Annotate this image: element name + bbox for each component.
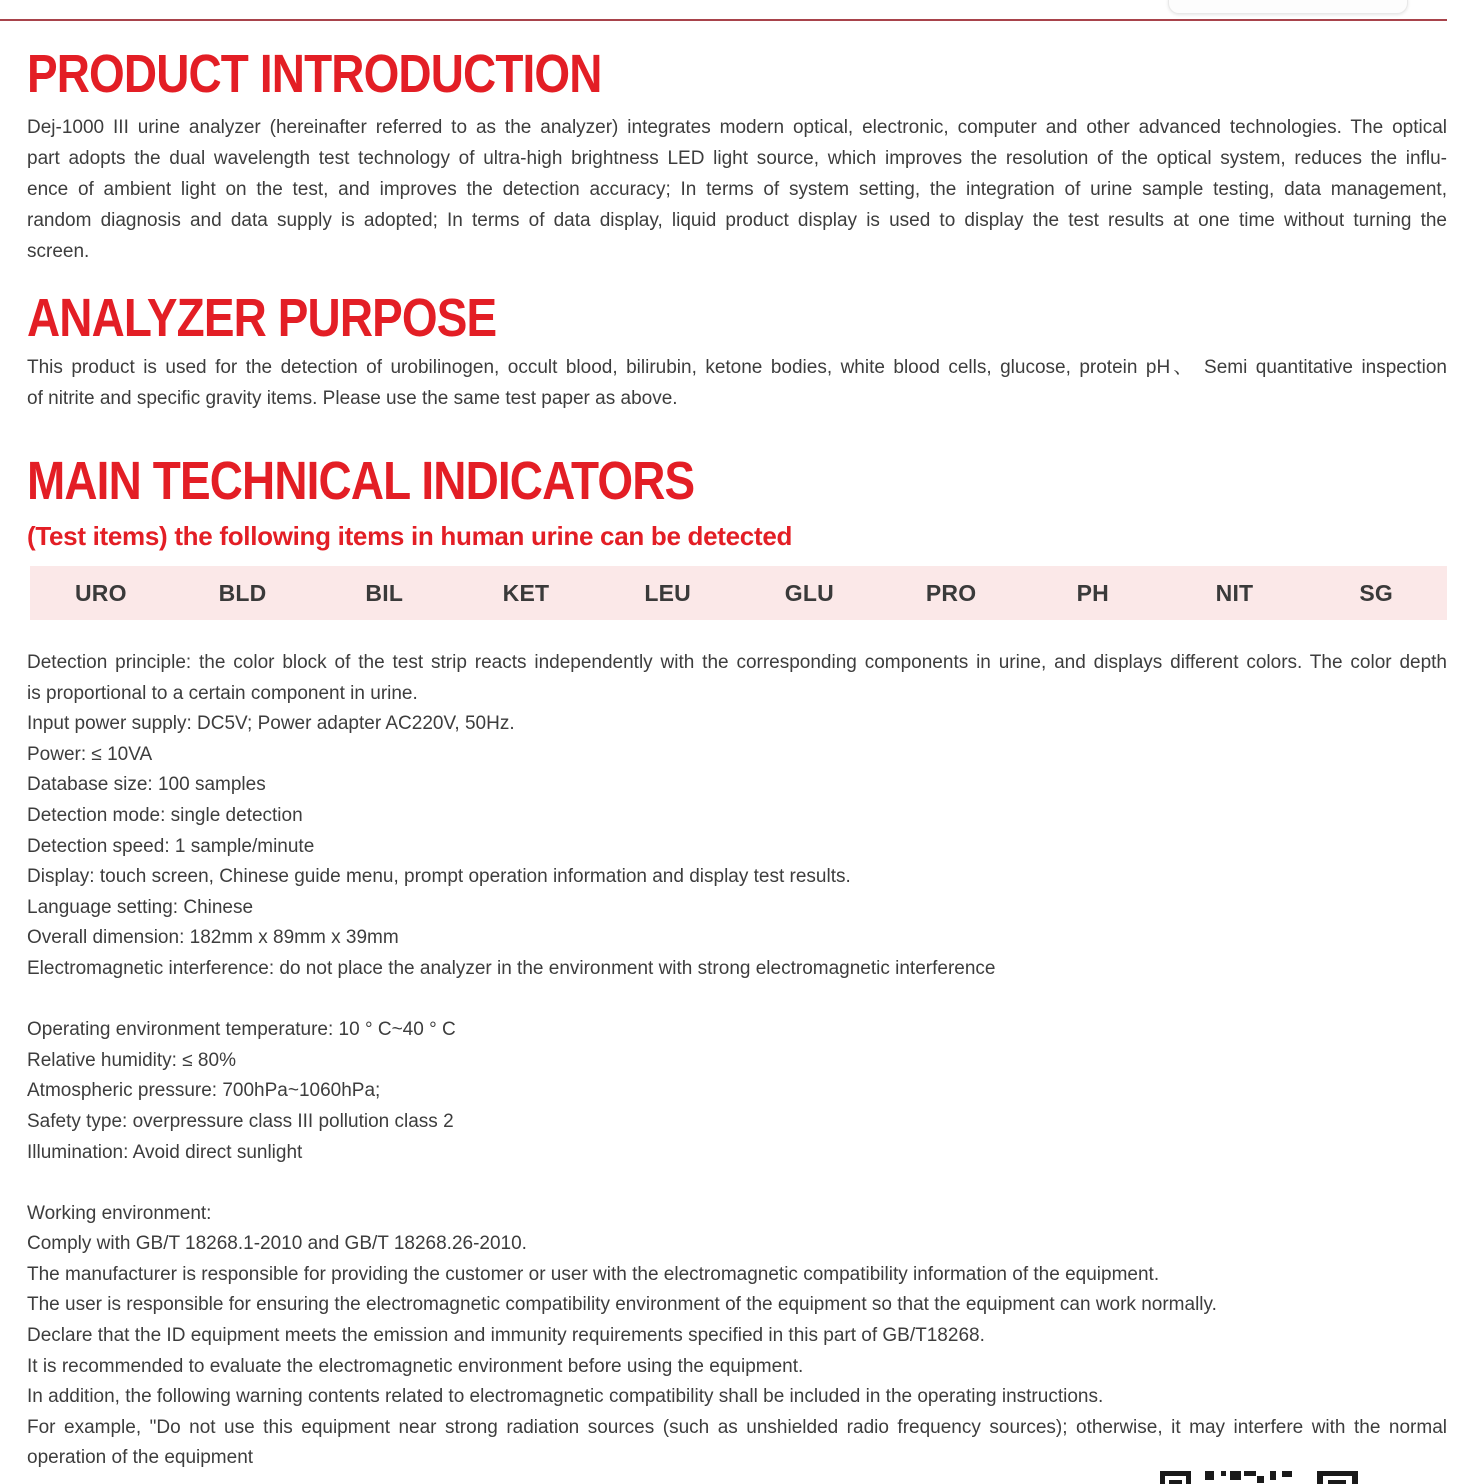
spec-line: Power: ≤ 10VA	[27, 743, 153, 765]
spec-line: It is recommended to evaluate the electromagnetic environment before using the equipment.	[27, 1355, 804, 1377]
spec-line: is proportional to a certain component in urine.	[27, 682, 418, 704]
body-line: screen.	[27, 241, 90, 262]
body-line: Dej-1000 III urine analyzer (hereinafter referred to as the analyzer) integrates modern optical, electronic, computer and other advanced technologies. The optical	[27, 117, 1447, 138]
spec-line: Database size: 100 samples	[27, 774, 266, 796]
technical-specs-list	[27, 648, 1447, 1474]
test-item-cell: LEU	[644, 579, 691, 606]
purpose-paragraph	[27, 352, 1447, 414]
test-item-cell: BIL	[365, 579, 404, 606]
spec-line: Detection mode: single detection	[27, 804, 303, 826]
spec-line: Relative humidity: ≤ 80%	[27, 1049, 236, 1071]
spec-line: Comply with GB/T 18268.1-2010 and GB/T 18268.26-2010.	[27, 1233, 527, 1255]
test-items-table	[30, 566, 1447, 620]
spacer	[27, 1168, 1447, 1199]
top-rule-divider	[0, 19, 1447, 21]
indicators-subtitle: (Test items) the following items in human urine can be detected	[27, 521, 793, 551]
test-item-cell: URO	[74, 579, 127, 606]
spec-line: Electromagnetic interference: do not place the analyzer in the environment with strong electromagnetic interference	[27, 957, 996, 979]
body-line: part adopts the dual wavelength test technology of ultra-high brightness LED light source, which improves the resolution of the optical system, reduces the influ-	[27, 148, 1447, 169]
spec-line: Language setting: Chinese	[27, 896, 254, 918]
spec-line: Overall dimension: 182mm x 89mm x 39mm	[27, 927, 399, 949]
test-item-cell: BLD	[218, 579, 267, 606]
spec-line: Declare that the ID equipment meets the emission and immunity requirements specified in this part of GB/T18268.	[27, 1325, 985, 1347]
spec-line: Input power supply: DC5V; Power adapter AC220V, 50Hz.	[27, 713, 515, 735]
spec-line: Detection speed: 1 sample/minute	[27, 835, 315, 857]
spec-line: The user is responsible for ensuring the electromagnetic compatibility environment of the equipment so that the equipment can work normally.	[27, 1294, 1217, 1316]
test-item-cell: PRO	[925, 579, 977, 606]
section-title-main-technical-indicators: MAIN TECHNICAL INDICATORS	[27, 451, 695, 511]
test-item-cell: SG	[1359, 579, 1393, 606]
body-line: random diagnosis and data supply is adopted; In terms of data display, liquid product display is used to display the test results at one time without turning the	[27, 210, 1447, 231]
spec-line: Working environment:	[27, 1202, 212, 1224]
spec-line: Operating environment temperature: 10 ° C~40 ° C	[27, 1019, 456, 1041]
test-item-cell: NIT	[1215, 579, 1254, 606]
spec-line: operation of the equipment	[27, 1447, 254, 1469]
spec-line: Detection principle: the color block of the test strip reacts independently with the corresponding components in urine, and displays different colors. The color depth	[27, 652, 1447, 673]
test-item-cell: KET	[502, 579, 550, 606]
body-line: ence of ambient light on the test, and improves the detection accuracy; In terms of system setting, the integration of urine sample testing, data management,	[27, 179, 1447, 200]
spec-line: Safety type: overpressure class III pollution class 2	[27, 1110, 454, 1132]
intro-paragraph	[27, 112, 1447, 267]
spec-line: Display: touch screen, Chinese guide menu, prompt operation information and display test results.	[27, 866, 851, 888]
section-title-analyzer-purpose: ANALYZER PURPOSE	[27, 288, 497, 348]
section-title-product-introduction: PRODUCT INTRODUCTION	[27, 44, 602, 104]
rounded-tab	[1168, 0, 1408, 14]
spec-line: For example, "Do not use this equipment near strong radiation sources (such as unshielded radio frequency sources); otherwise, it may interfere with the normal	[27, 1416, 1447, 1438]
spec-line: Atmospheric pressure: 700hPa~1060hPa;	[27, 1080, 381, 1102]
spec-line: The manufacturer is responsible for providing the customer or user with the electromagnetic compatibility information of the equipment.	[27, 1263, 1160, 1285]
body-line: of nitrite and specific gravity items. Please use the same test paper as above.	[27, 388, 678, 409]
qr-code-icon	[1160, 1471, 1358, 1484]
body-line: This product is used for the detection of urobilinogen, occult blood, bilirubin, ketone bodies, white blood cells, glucose, protein pH、 Semi quantitative inspection	[27, 357, 1447, 378]
spec-line: In addition, the following warning contents related to electromagnetic compatibility shall be included in the operating instructions.	[27, 1386, 1104, 1408]
test-item-cell: GLU	[784, 579, 834, 606]
spacer	[27, 985, 1447, 1016]
spec-line: Illumination: Avoid direct sunlight	[27, 1141, 303, 1163]
test-item-cell: PH	[1076, 579, 1109, 606]
